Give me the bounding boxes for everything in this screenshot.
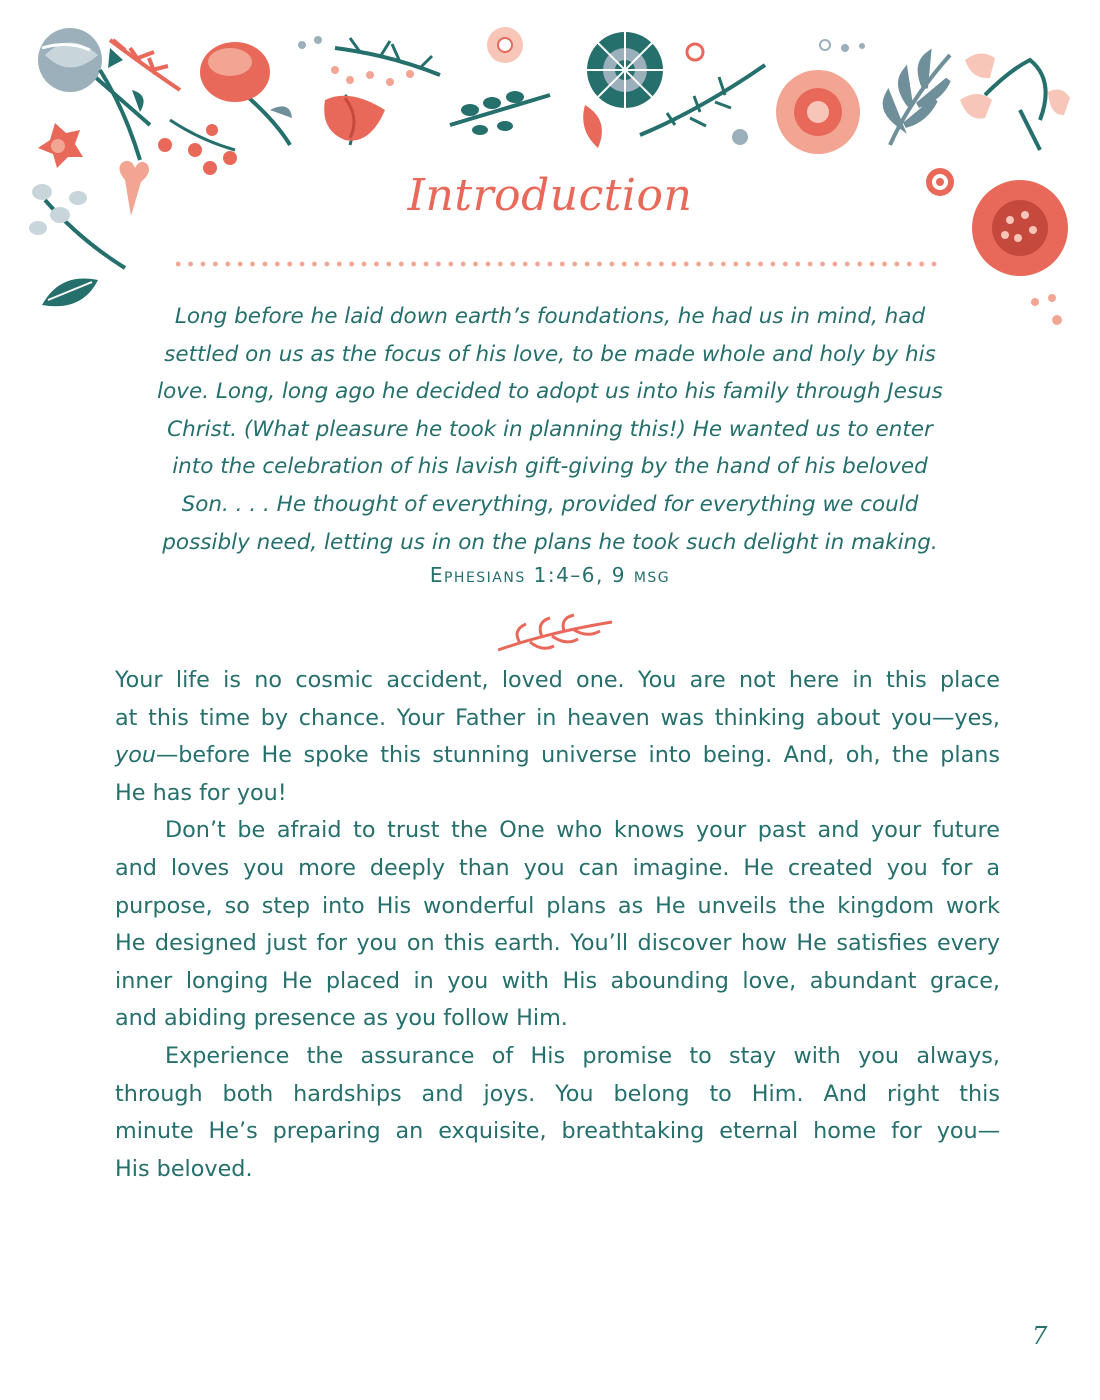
body-text (115, 662, 1000, 1188)
quote-line: love. Long, long ago he decided to adopt us into his family through Jesus (157, 379, 943, 405)
body-line: inner longing He placed in you with His abounding love, abundant grace, (115, 967, 1000, 994)
emphasis: you (115, 742, 156, 769)
quote-line: Christ. (What pleasure he took in planning this!) He wanted us to enter (167, 416, 933, 442)
page-title: Introduction (407, 170, 693, 221)
body-line-rest: —before He spoke this stunning universe into being. And, oh, the plans (155, 742, 1000, 769)
body-line: He designed just for you on this earth. You’ll discover how He satisfies every (115, 930, 1000, 957)
coral-sprig-icon (110, 40, 180, 90)
epigraph-quote (110, 298, 990, 561)
scripture-reference: Ephesians 1:4–6, 9 msg (429, 563, 671, 587)
red-flower-icon (38, 123, 83, 168)
body-line: purpose, so step into His wonderful plans as He unveils the kingdom work (115, 892, 1000, 919)
dots-icon (820, 40, 865, 52)
body-line: at this time by chance. Your Father in heaven was thinking about you—yes, (115, 704, 1000, 731)
body-line: and abiding presence as you follow Him. (115, 1005, 568, 1032)
quote-line: settled on us as the focus of his love, to be made whole and holy by his (164, 341, 936, 367)
body-line: Experience the assurance of His promise to stay with you always, (165, 1042, 1000, 1069)
quote-line: possibly need, letting us in on the plans he took such delight in making. (162, 529, 938, 555)
quote-line: Long before he laid down earth’s foundations, he had us in mind, had (174, 304, 926, 329)
ring-icon (687, 44, 703, 60)
coral-sprig-divider-icon (490, 612, 620, 656)
teal-daisy-icon (587, 32, 663, 108)
body-line: through both hardships and joys. You belong to Him. And right this (115, 1080, 1000, 1107)
quote-line: into the celebration of his lavish gift-giving by the hand of his beloved (172, 454, 928, 480)
gray-fern-icon (886, 55, 950, 145)
body-line: and loves you more deeply than you can imagine. He created you for a (115, 854, 1000, 881)
body-line: His beloved. (115, 1155, 253, 1182)
body-line: minute He’s preparing an exquisite, breathtaking eternal home for you— (115, 1118, 1000, 1145)
small-dots-icon (1031, 294, 1062, 325)
pink-flower-icon (487, 27, 523, 63)
quote-line: Son. . . . He thought of everything, provided for everything we could (181, 491, 919, 517)
tulip-icon (324, 95, 385, 145)
page-number: 7 (1032, 1322, 1048, 1350)
gray-flower-icon (38, 28, 150, 125)
petal-icon (583, 105, 602, 148)
large-coral-flower-icon (776, 70, 860, 154)
body-line: Don’t be afraid to trust the One who knows your past and your future (165, 817, 1000, 844)
body-line: He has for you! (115, 779, 287, 806)
dotted-divider (172, 258, 942, 270)
sprig-icon (298, 36, 440, 86)
fern-icon (450, 91, 550, 135)
body-line: Your life is no cosmic accident, loved one. You are not here in this place (115, 667, 1000, 693)
body-line (115, 737, 1000, 775)
bell-flower-icon (960, 53, 1070, 150)
berry-icon (158, 120, 237, 175)
